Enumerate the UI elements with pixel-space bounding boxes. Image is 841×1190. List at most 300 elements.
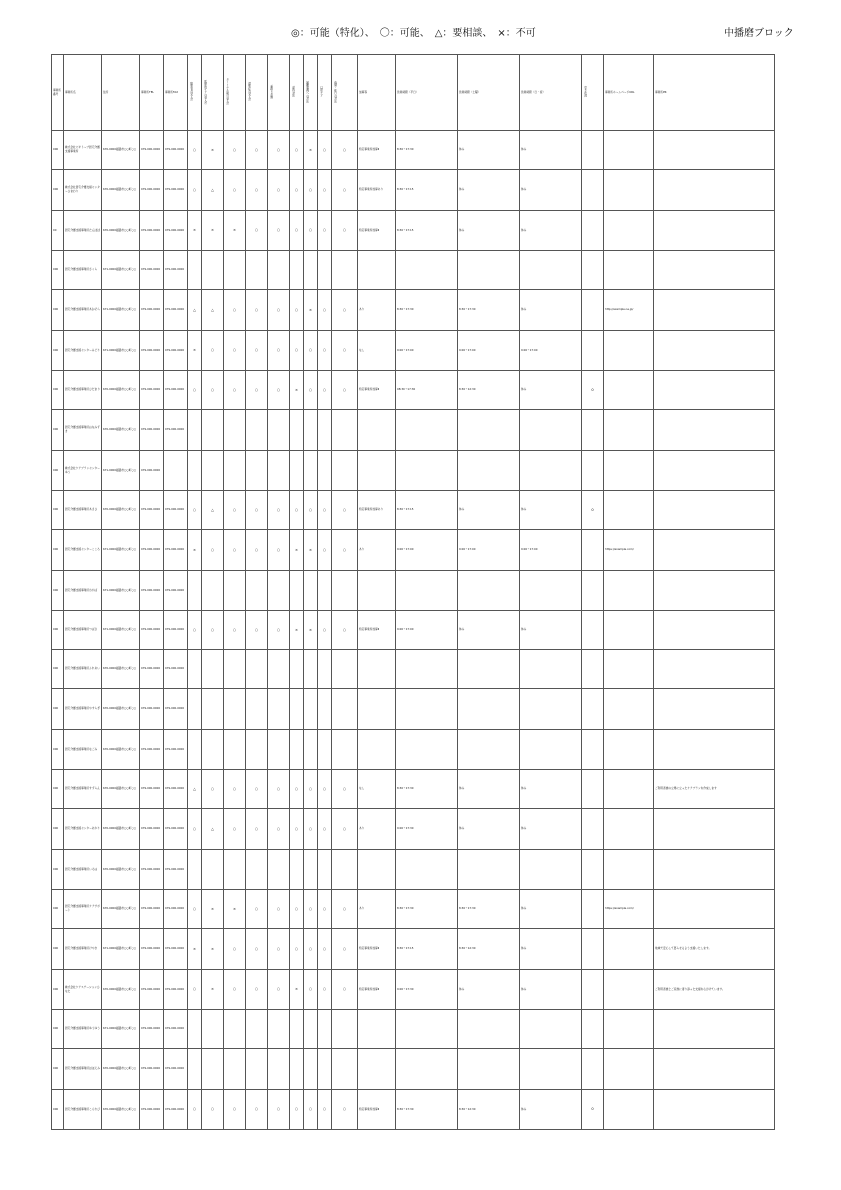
service-availability-cell: ○ xyxy=(318,890,332,929)
service-availability-cell xyxy=(304,1049,318,1090)
service-availability-cell: △ xyxy=(188,770,202,809)
tel-cell: 079-000-0000 xyxy=(140,290,164,331)
vacancy-cell xyxy=(582,650,604,689)
vacancy-cell xyxy=(582,929,604,970)
service-availability-cell: ○ xyxy=(268,211,290,251)
weekday-hours-cell xyxy=(396,451,458,491)
address-cell: 670-0000姫路市○○町○○ xyxy=(102,689,140,730)
pr-cell: ご利用者様とご家族に寄り添った支援を心がけています。 xyxy=(654,970,775,1010)
fax-cell: 079-000-0000 xyxy=(164,290,188,331)
service-availability-cell: ○ xyxy=(290,1090,304,1130)
service-availability-cell xyxy=(202,571,224,611)
service-availability-cell xyxy=(268,730,290,770)
address-cell: 671-0000姫路市○○町○○ xyxy=(102,929,140,970)
table-row xyxy=(52,689,775,730)
address-cell: 671-0000姫路市○○町○○ xyxy=(102,1010,140,1049)
saturday-hours-cell xyxy=(458,650,520,689)
col-header: 営業時間（平日） xyxy=(396,55,458,131)
service-availability-cell: ○ xyxy=(318,809,332,850)
service-availability-cell xyxy=(268,1010,290,1049)
service-availability-cell: ○ xyxy=(332,611,358,650)
service-availability-cell xyxy=(332,689,358,730)
homepage-url-cell xyxy=(604,1049,654,1090)
weekday-hours-cell: 9:00〜17:30 xyxy=(396,970,458,1010)
saturday-hours-cell xyxy=(458,1049,520,1090)
service-availability-cell xyxy=(224,730,246,770)
tel-cell: 079-000-0000 xyxy=(140,1090,164,1130)
kasan-cell xyxy=(358,650,396,689)
pr-cell xyxy=(654,451,775,491)
saturday-hours-cell xyxy=(458,410,520,451)
office-name-cell: 居宅介護支援事業所すずらん xyxy=(64,770,102,809)
kasan-cell: なし xyxy=(358,331,396,371)
weekday-hours-cell: 9:00〜17:30 xyxy=(396,809,458,850)
fax-cell xyxy=(164,451,188,491)
service-availability-cell: ○ xyxy=(332,770,358,809)
weekday-hours-cell xyxy=(396,650,458,689)
saturday-hours-cell xyxy=(458,251,520,290)
weekday-hours-cell: 9:00〜17:00 xyxy=(396,331,458,371)
service-availability-cell: ○ xyxy=(332,211,358,251)
holiday-hours-cell: 休み xyxy=(520,929,582,970)
kasan-cell xyxy=(358,251,396,290)
office-name-cell: 居宅介護支援事業所たんぽぽ xyxy=(64,211,102,251)
pr-cell: ご利用者様の立場に立ったケアプランを作成します xyxy=(654,770,775,809)
service-availability-cell: ○ xyxy=(290,170,304,211)
service-availability-cell xyxy=(304,650,318,689)
homepage-url-cell xyxy=(604,770,654,809)
holiday-hours-cell: 休み xyxy=(520,1090,582,1130)
service-availability-cell xyxy=(224,1049,246,1090)
service-availability-cell xyxy=(332,650,358,689)
service-availability-cell: ○ xyxy=(268,371,290,410)
address-cell: 670-0000姫路市○○町○○ xyxy=(102,650,140,689)
col-header: 空き状況 xyxy=(582,55,604,131)
saturday-hours-cell xyxy=(458,571,520,611)
saturday-hours-cell: 休み xyxy=(458,970,520,1010)
service-availability-cell: ○ xyxy=(202,1090,224,1130)
service-availability-cell: ○ xyxy=(268,131,290,170)
weekday-hours-cell: 9:00〜17:00 xyxy=(396,611,458,650)
service-availability-cell: × xyxy=(290,611,304,650)
service-availability-cell xyxy=(290,1049,304,1090)
table-row xyxy=(52,451,775,491)
service-availability-cell xyxy=(318,689,332,730)
kasan-cell: 特定事業所加算Ⅱ xyxy=(358,131,396,170)
service-availability-cell xyxy=(224,251,246,290)
pr-cell xyxy=(654,530,775,571)
vacancy-cell xyxy=(582,970,604,1010)
vacancy-cell xyxy=(582,611,604,650)
service-availability-cell: ○ xyxy=(224,491,246,530)
service-availability-cell xyxy=(188,251,202,290)
fax-cell: 079-000-0000 xyxy=(164,730,188,770)
saturday-hours-cell: 8:30〜12:30 xyxy=(458,1090,520,1130)
service-availability-cell: ○ xyxy=(290,929,304,970)
office-number-cell: 000 xyxy=(52,730,64,770)
service-availability-cell xyxy=(290,1010,304,1049)
service-availability-cell: ○ xyxy=(318,611,332,650)
weekday-hours-cell xyxy=(396,730,458,770)
service-availability-cell: ○ xyxy=(268,929,290,970)
service-availability-cell xyxy=(332,1049,358,1090)
weekday-hours-cell: 8:30〜17:30 xyxy=(396,1090,458,1130)
col-header: 加算等 xyxy=(358,55,396,131)
table-row xyxy=(52,290,775,331)
homepage-url-cell xyxy=(604,211,654,251)
service-availability-cell: ○ xyxy=(246,170,268,211)
table-row xyxy=(52,410,775,451)
weekday-hours-cell: 8:30〜17:30 xyxy=(396,890,458,929)
table-row xyxy=(52,730,775,770)
saturday-hours-cell: 9:00〜17:00 xyxy=(458,331,520,371)
service-availability-cell: ○ xyxy=(188,371,202,410)
holiday-hours-cell xyxy=(520,850,582,890)
service-availability-cell xyxy=(188,689,202,730)
fax-cell: 079-000-0000 xyxy=(164,131,188,170)
kasan-cell xyxy=(358,571,396,611)
homepage-url-cell xyxy=(604,331,654,371)
office-number-cell: 00 xyxy=(52,211,64,251)
service-availability-cell xyxy=(332,410,358,451)
vacancy-cell xyxy=(582,809,604,850)
service-availability-cell: △ xyxy=(202,170,224,211)
homepage-url-cell xyxy=(604,491,654,530)
pr-cell xyxy=(654,890,775,929)
kasan-cell: 特定事業所加算Ⅱ xyxy=(358,1090,396,1130)
pr-cell xyxy=(654,491,775,530)
col-header: 事業所名 xyxy=(64,55,102,131)
service-availability-cell xyxy=(268,571,290,611)
service-availability-cell: ○ xyxy=(304,170,318,211)
service-availability-cell: × xyxy=(202,929,224,970)
service-availability-cell: ○ xyxy=(246,131,268,170)
service-availability-cell: △ xyxy=(202,491,224,530)
holiday-hours-cell xyxy=(520,410,582,451)
kasan-cell xyxy=(358,1049,396,1090)
office-number-cell: 000 xyxy=(52,850,64,890)
saturday-hours-cell xyxy=(458,850,520,890)
service-availability-cell xyxy=(224,650,246,689)
service-availability-cell: × xyxy=(304,530,318,571)
service-availability-cell: ○ xyxy=(318,491,332,530)
pr-cell xyxy=(654,371,775,410)
service-availability-cell: ○ xyxy=(332,929,358,970)
service-availability-cell xyxy=(318,1010,332,1049)
tel-cell: 079-000-0000 xyxy=(140,371,164,410)
tel-cell: 079-000-0000 xyxy=(140,1010,164,1049)
office-name-cell: 居宅介護支援事業所やすらぎ xyxy=(64,689,102,730)
fax-cell: 079-000-0000 xyxy=(164,850,188,890)
office-number-cell: 000 xyxy=(52,170,64,211)
weekday-hours-cell: 8:30〜17:15 xyxy=(396,491,458,530)
weekday-hours-cell xyxy=(396,1049,458,1090)
saturday-hours-cell: 8:30〜12:30 xyxy=(458,371,520,410)
address-cell: 671-0000姫路市○○町○○ xyxy=(102,611,140,650)
office-name-cell: 居宅介護支援事業所ゆうゆう xyxy=(64,1010,102,1049)
col-header: 営業時間（日・祝） xyxy=(520,55,582,131)
homepage-url-cell xyxy=(604,1090,654,1130)
pr-cell xyxy=(654,290,775,331)
service-availability-cell: ○ xyxy=(318,770,332,809)
service-availability-cell: × xyxy=(202,211,224,251)
fax-cell: 079-000-0000 xyxy=(164,809,188,850)
office-name-cell: 居宅介護支援事業所けやき xyxy=(64,929,102,970)
fax-cell: 079-000-0000 xyxy=(164,170,188,211)
col-header: 看取り介護 xyxy=(268,55,290,131)
service-availability-cell xyxy=(268,650,290,689)
service-availability-cell: ○ xyxy=(304,770,318,809)
service-availability-cell: ○ xyxy=(268,170,290,211)
table-row xyxy=(52,131,775,170)
service-availability-cell: ○ xyxy=(304,890,318,929)
office-number-cell: 000 xyxy=(52,571,64,611)
kasan-cell: なし xyxy=(358,770,396,809)
office-name-cell: 居宅介護支援事業所つばさ xyxy=(64,611,102,650)
vacancy-cell: 0 xyxy=(582,371,604,410)
service-availability-cell: ○ xyxy=(268,290,290,331)
col-header: 事業所ホームページURL xyxy=(604,55,654,131)
office-number-cell: 000 xyxy=(52,770,64,809)
office-name-cell: 居宅介護支援事業所ほほえみ xyxy=(64,1049,102,1090)
service-availability-cell xyxy=(318,251,332,290)
table-row xyxy=(52,929,775,970)
address-cell: 671-0000姫路市○○町○○ xyxy=(102,331,140,371)
service-availability-cell: ○ xyxy=(268,1090,290,1130)
vacancy-cell xyxy=(582,850,604,890)
table-row xyxy=(52,890,775,929)
service-availability-cell xyxy=(188,571,202,611)
homepage-url-cell xyxy=(604,170,654,211)
service-availability-cell: × xyxy=(188,331,202,371)
weekday-hours-cell: 8:30〜17:15 xyxy=(396,211,458,251)
service-availability-cell: × xyxy=(224,890,246,929)
service-availability-cell xyxy=(268,451,290,491)
service-availability-cell: ○ xyxy=(290,211,304,251)
service-availability-cell: ○ xyxy=(246,611,268,650)
service-availability-cell: × xyxy=(290,970,304,1010)
homepage-url-cell xyxy=(604,131,654,170)
service-availability-cell: ○ xyxy=(290,770,304,809)
service-availability-cell: ○ xyxy=(304,491,318,530)
service-availability-cell: × xyxy=(202,890,224,929)
office-number-cell: 000 xyxy=(52,131,64,170)
pr-cell: 地域で安心して暮らせるよう支援いたします。 xyxy=(654,929,775,970)
service-availability-cell: △ xyxy=(202,809,224,850)
col-header: 障害者の受入れ xyxy=(188,55,202,131)
service-availability-cell xyxy=(290,689,304,730)
pr-cell xyxy=(654,331,775,371)
tel-cell: 079-000-0000 xyxy=(140,170,164,211)
service-availability-cell: ○ xyxy=(268,770,290,809)
service-availability-cell: ○ xyxy=(224,1090,246,1130)
service-availability-cell xyxy=(290,650,304,689)
homepage-url-cell xyxy=(604,929,654,970)
fax-cell: 079-000-0000 xyxy=(164,571,188,611)
service-availability-cell xyxy=(188,410,202,451)
office-number-cell: 000 xyxy=(52,451,64,491)
service-availability-cell xyxy=(304,410,318,451)
holiday-hours-cell: 9:00〜17:00 xyxy=(520,530,582,571)
office-number-cell: 000 xyxy=(52,890,64,929)
holiday-hours-cell: 休み xyxy=(520,970,582,1010)
service-availability-cell: ○ xyxy=(290,331,304,371)
col-header: 事業所PR xyxy=(654,55,775,131)
service-availability-cell xyxy=(246,689,268,730)
saturday-hours-cell: 9:00〜17:00 xyxy=(458,530,520,571)
pr-cell xyxy=(654,410,775,451)
homepage-url-cell xyxy=(604,571,654,611)
service-availability-cell xyxy=(304,451,318,491)
service-availability-cell xyxy=(318,571,332,611)
vacancy-cell: 0 xyxy=(582,491,604,530)
service-availability-cell: ○ xyxy=(332,530,358,571)
address-cell: 671-0000姫路市○○町○○ xyxy=(102,451,140,491)
pr-cell xyxy=(654,131,775,170)
kasan-cell xyxy=(358,451,396,491)
table-row xyxy=(52,1010,775,1049)
service-availability-cell xyxy=(268,1049,290,1090)
tel-cell: 079-000-0000 xyxy=(140,331,164,371)
tel-cell: 079-000-0000 xyxy=(140,770,164,809)
service-availability-cell xyxy=(318,850,332,890)
service-availability-cell: ○ xyxy=(202,530,224,571)
fax-cell: 079-000-0000 xyxy=(164,251,188,290)
address-cell: 670-0000姫路市○○町○○ xyxy=(102,770,140,809)
tel-cell: 079-000-0000 xyxy=(140,571,164,611)
service-availability-cell xyxy=(318,1049,332,1090)
service-availability-cell: × xyxy=(202,131,224,170)
homepage-url-cell: https://example.com/ xyxy=(604,890,654,929)
homepage-url-cell xyxy=(604,650,654,689)
service-availability-cell: ○ xyxy=(202,331,224,371)
address-cell: 671-0000姫路市○○町○○ xyxy=(102,571,140,611)
service-availability-cell xyxy=(304,571,318,611)
vacancy-cell xyxy=(582,571,604,611)
address-cell: 670-0000姫路市○○町○○ xyxy=(102,491,140,530)
col-header: 住所 xyxy=(102,55,140,131)
table-row xyxy=(52,211,775,251)
service-availability-cell xyxy=(224,689,246,730)
block-name: 中播磨ブロック xyxy=(724,28,794,39)
service-availability-cell: ○ xyxy=(268,809,290,850)
fax-cell: 079-000-0000 xyxy=(164,650,188,689)
service-availability-cell: ○ xyxy=(268,890,290,929)
service-availability-cell xyxy=(290,251,304,290)
service-availability-cell: ○ xyxy=(202,371,224,410)
service-availability-cell: ○ xyxy=(304,970,318,1010)
office-name-cell: 居宅介護支援事業所はなみずき xyxy=(64,410,102,451)
service-availability-cell: ○ xyxy=(318,170,332,211)
office-name-cell: 株式会社ケアステーションひなた xyxy=(64,970,102,1010)
office-number-cell: 000 xyxy=(52,290,64,331)
kasan-cell: あり xyxy=(358,890,396,929)
service-availability-cell: ○ xyxy=(246,970,268,1010)
service-availability-cell: ○ xyxy=(246,491,268,530)
homepage-url-cell xyxy=(604,1010,654,1049)
service-availability-cell: × xyxy=(290,371,304,410)
service-availability-cell: × xyxy=(304,290,318,331)
kasan-cell: 特定事業所加算Ⅱ xyxy=(358,970,396,1010)
service-availability-cell: ○ xyxy=(290,890,304,929)
vacancy-cell xyxy=(582,131,604,170)
service-availability-cell: ○ xyxy=(304,331,318,371)
homepage-url-cell xyxy=(604,451,654,491)
service-availability-cell: ○ xyxy=(318,211,332,251)
col-header: 夜間・休日の対応 xyxy=(332,55,358,131)
weekday-hours-cell: 8:30〜17:30 xyxy=(396,131,458,170)
office-number-cell: 000 xyxy=(52,929,64,970)
service-availability-cell: ○ xyxy=(332,131,358,170)
service-availability-cell: ○ xyxy=(188,170,202,211)
col-header: 事業所FAX xyxy=(164,55,188,131)
kasan-cell: 特定事業所加算Ⅱ xyxy=(358,211,396,251)
weekday-hours-cell xyxy=(396,410,458,451)
address-cell: 671-0000姫路市○○町○○ xyxy=(102,290,140,331)
table-row xyxy=(52,970,775,1010)
weekday-hours-cell: 8:30〜17:15 xyxy=(396,170,458,211)
office-number-cell: 000 xyxy=(52,689,64,730)
service-availability-cell xyxy=(202,689,224,730)
holiday-hours-cell: 休み xyxy=(520,211,582,251)
vacancy-cell xyxy=(582,770,604,809)
service-availability-cell: ○ xyxy=(246,530,268,571)
col-header: 口腔ケア xyxy=(318,55,332,131)
tel-cell: 079-000-0000 xyxy=(140,131,164,170)
office-name-cell: 居宅介護支援事業所ふれあい xyxy=(64,650,102,689)
vacancy-cell xyxy=(582,1010,604,1049)
tel-cell: 079-000-0000 xyxy=(140,689,164,730)
table-row xyxy=(52,1049,775,1090)
service-availability-cell: ○ xyxy=(224,809,246,850)
kasan-cell xyxy=(358,850,396,890)
service-availability-cell xyxy=(246,251,268,290)
fax-cell: 079-000-0000 xyxy=(164,530,188,571)
homepage-url-cell xyxy=(604,850,654,890)
fax-cell: 079-000-0000 xyxy=(164,890,188,929)
service-availability-cell: ○ xyxy=(318,929,332,970)
service-availability-cell xyxy=(304,730,318,770)
holiday-hours-cell xyxy=(520,571,582,611)
kasan-cell: あり xyxy=(358,809,396,850)
office-name-cell: 居宅介護支援事業所こもれび xyxy=(64,1090,102,1130)
service-availability-cell xyxy=(290,571,304,611)
office-number-cell: 000 xyxy=(52,331,64,371)
kasan-cell xyxy=(358,1010,396,1049)
service-availability-cell xyxy=(268,689,290,730)
pr-cell xyxy=(654,170,775,211)
kasan-cell xyxy=(358,730,396,770)
vacancy-cell xyxy=(582,211,604,251)
fax-cell: 079-000-0000 xyxy=(164,331,188,371)
kasan-cell: 特定事業所加算Ⅱ xyxy=(358,371,396,410)
service-availability-cell xyxy=(304,850,318,890)
tel-cell: 079-000-0000 xyxy=(140,1049,164,1090)
saturday-hours-cell xyxy=(458,730,520,770)
service-availability-cell xyxy=(318,650,332,689)
address-cell: 670-0000姫路市○○町○○ xyxy=(102,211,140,251)
service-availability-cell: ○ xyxy=(318,1090,332,1130)
service-availability-cell: ○ xyxy=(290,809,304,850)
service-availability-cell: ○ xyxy=(224,170,246,211)
tel-cell: 079-000-0000 xyxy=(140,451,164,491)
service-availability-cell xyxy=(246,650,268,689)
tel-cell: 079-000-0000 xyxy=(140,251,164,290)
service-availability-cell xyxy=(246,1049,268,1090)
saturday-hours-cell: 休み xyxy=(458,211,520,251)
service-availability-cell xyxy=(188,1049,202,1090)
saturday-hours-cell: 休み xyxy=(458,809,520,850)
